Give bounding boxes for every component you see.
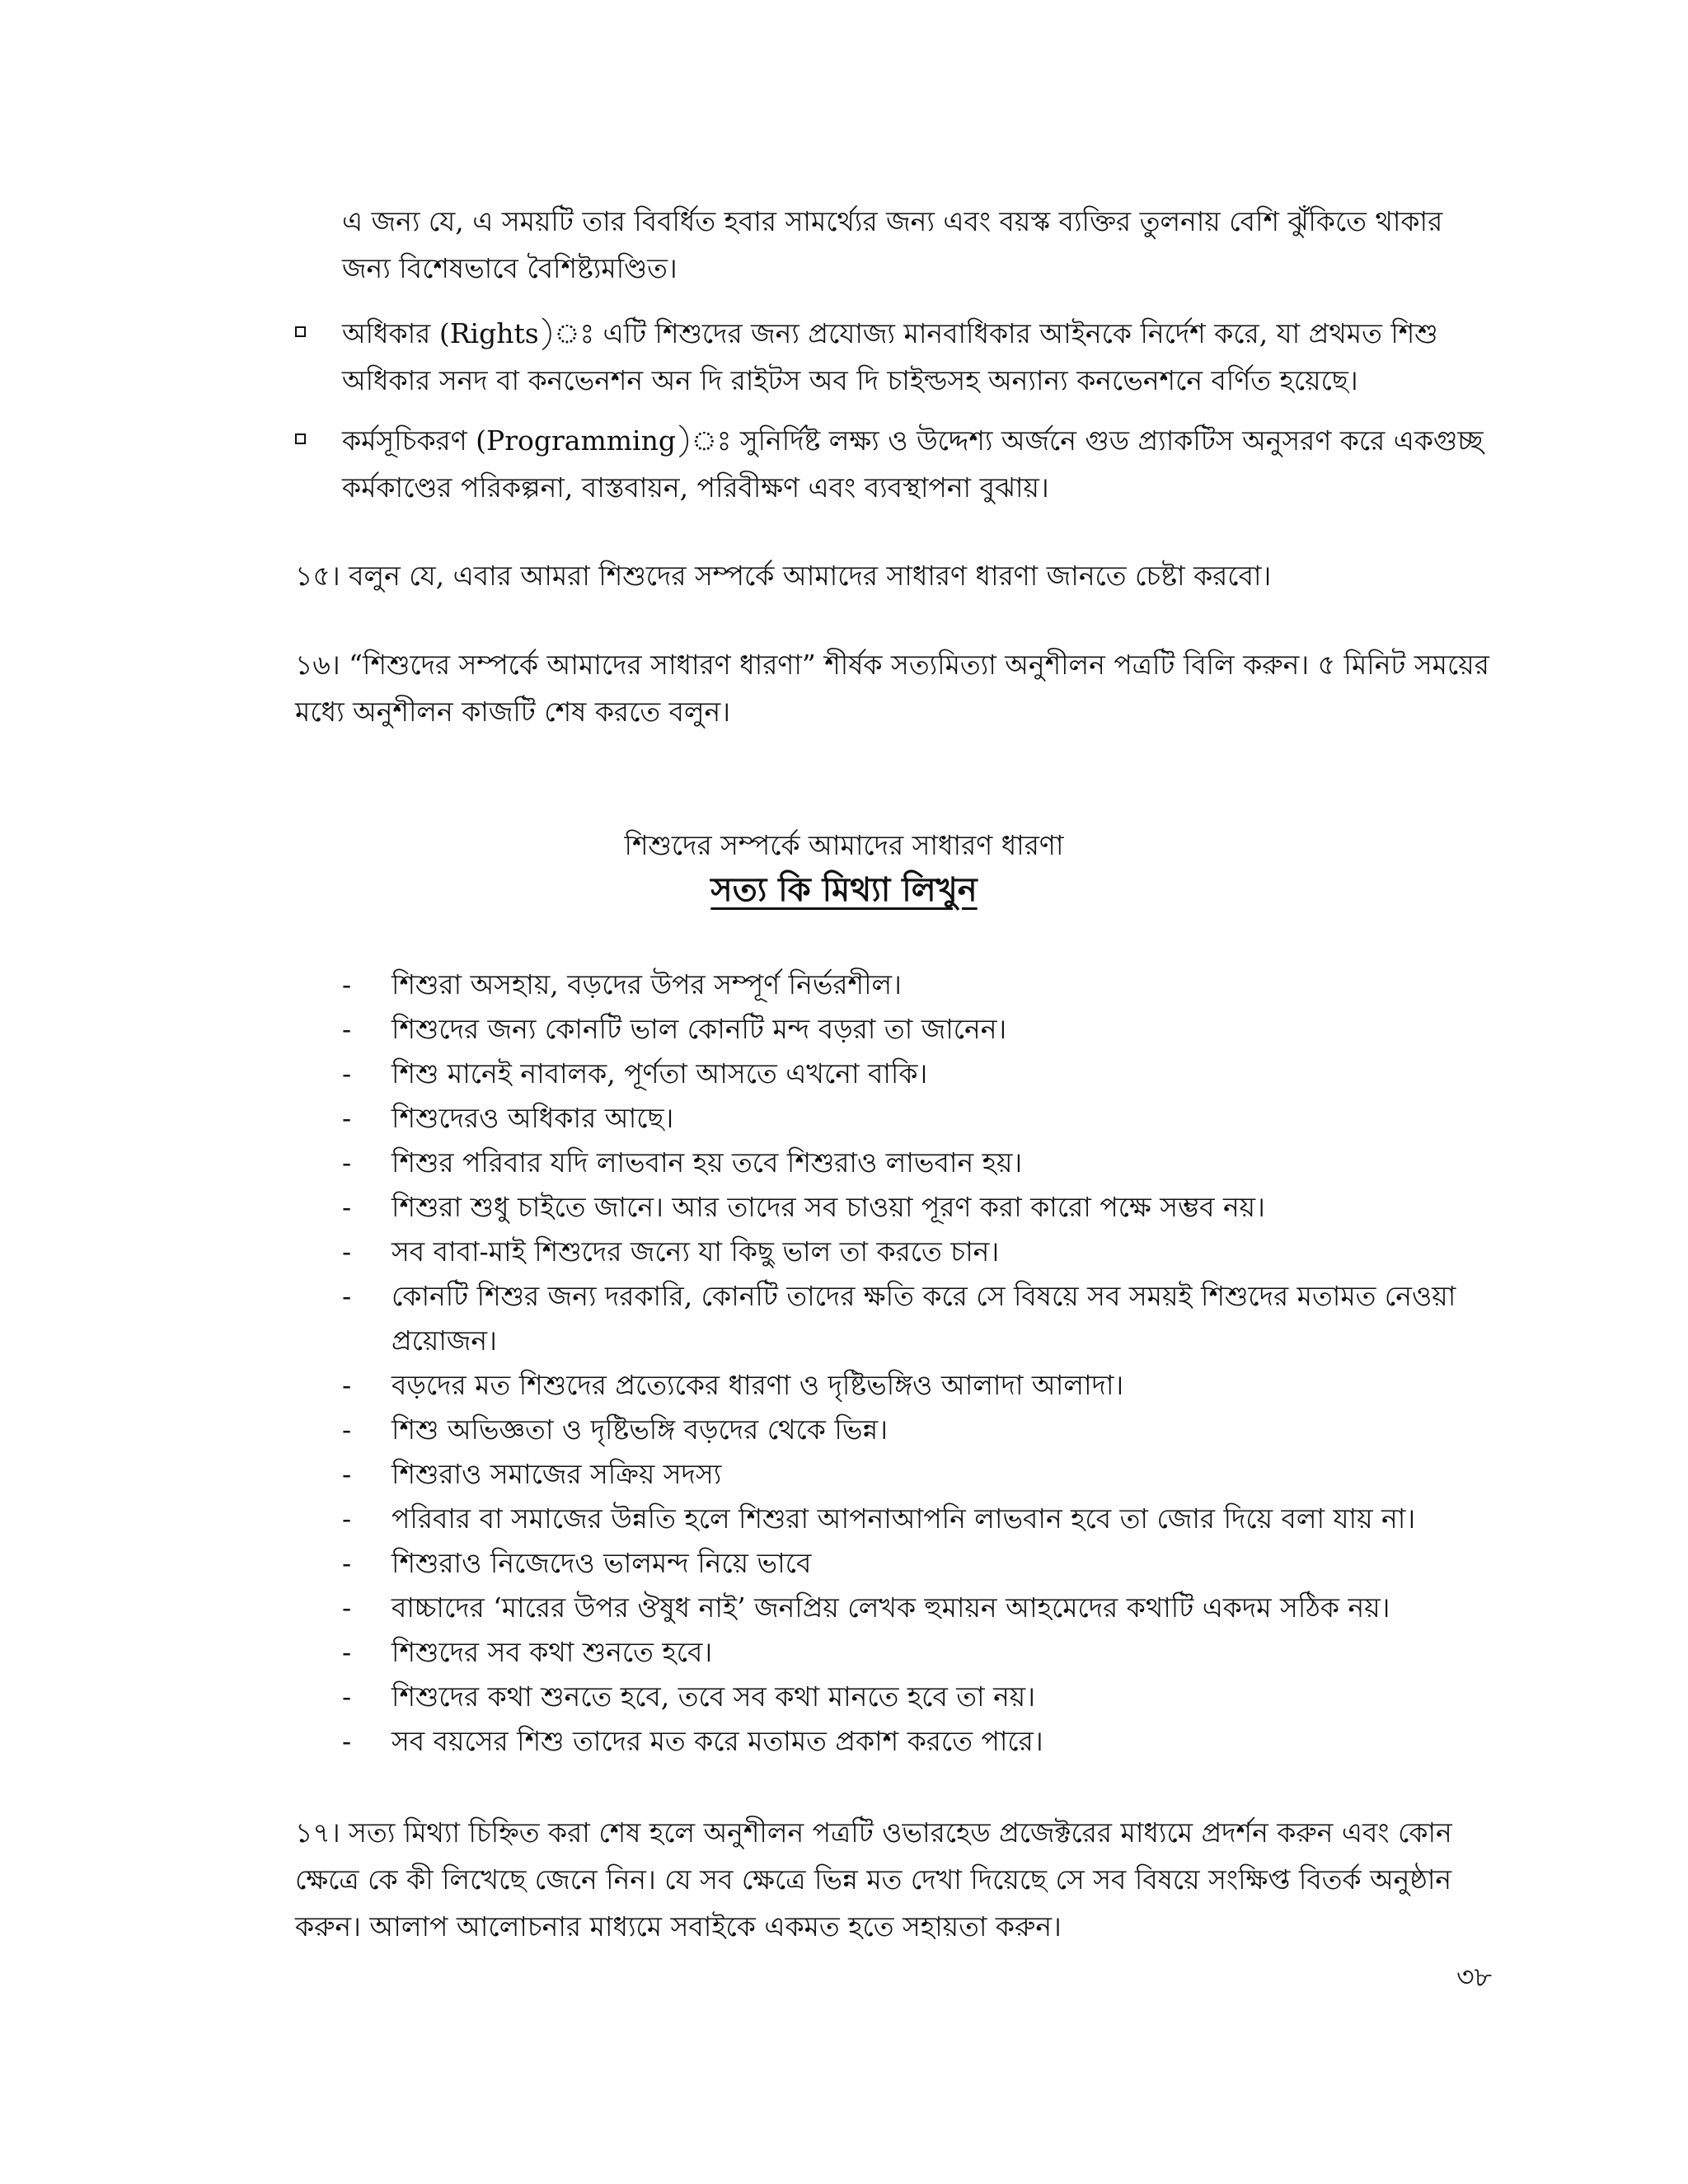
statement-text: শিশুরা শুধু চাইতে জানে। আর তাদের সব চাওয়া পূরণ করা কারো পক্ষে সম্ভব নয়। [392, 1191, 1265, 1223]
dash-bullet: - [342, 1102, 352, 1134]
list-item [342, 1675, 1512, 1719]
statement-text: শিশুরা অসহায়, বড়দের উপর সম্পূর্ণ নির্ভরশীল। [392, 968, 902, 1001]
square-bullet-icon [295, 434, 306, 444]
dash-bullet: - [342, 1235, 352, 1268]
list-item [342, 1497, 1512, 1541]
dash-bullet: - [342, 1146, 352, 1179]
statement-text: শিশুদের জন্য কোনটি ভাল কোনটি মন্দ বড়রা তা জানেন। [392, 1013, 1007, 1045]
list-item [342, 1363, 1512, 1408]
definition-text: কর্মসূচিকরণ (Programming)ঃ সুনির্দিষ্ট লক্ষ্য ও উদ্দেশ্য অর্জনে গুড প্র্যাকটিস অনুসরণ করে একগুচ্ছ কর্মকাণ্ডের পরিকল্পনা, বাস্তবায়ন, পরিবীক্ষণ এবং ব্যবস্থাপনা বুঝায়। [342, 424, 1484, 504]
list-item [342, 1230, 1512, 1274]
definition-text: অধিকার (Rights)ঃ এটি শিশুদের জন্য প্রযোজ্য মানবাধিকার আইনকে নির্দেশ করে, যা প্রথমত শিশু অধিকার সনদ বা কনভেনশন অন দি রাইটস অব দি চাইল্ডসহ অন্যান্য কনভেনশনে বর্ণিত হয়েছে। [342, 317, 1438, 396]
list-item [342, 1586, 1512, 1630]
dash-bullet: - [342, 1680, 352, 1713]
dash-bullet: - [342, 1191, 352, 1223]
statement-text: সব বাবা-মাই শিশুদের জন্যে যা কিছু ভাল তা করতে চান। [392, 1235, 1000, 1268]
dash-bullet: - [342, 1280, 352, 1312]
statement-text: শিশুদের সব কথা শুনতে হবে। [392, 1636, 713, 1668]
statement-text: কোনটি শিশুর জন্য দরকারি, কোনটি তাদের ক্ষতি করে সে বিষয়ে সব সময়ই শিশুদের মতামত নেওয়া প্রয়োজন। [392, 1280, 1456, 1357]
dash-bullet: - [342, 1591, 352, 1624]
statement-text: শিশুরাও নিজেদেও ভালমন্দ নিয়ে ভাবে [392, 1547, 812, 1579]
worksheet-title: শিশুদের সম্পর্কে আমাদের সাধারণ ধারণা [624, 829, 1064, 861]
statement-list [342, 963, 1512, 1764]
dash-bullet: - [342, 1547, 352, 1579]
statement-text: শিশু অভিজ্ঞতা ও দৃষ্টিভঙ্গি বড়দের থেকে ভিন্ন। [392, 1413, 889, 1446]
dash-bullet: - [342, 968, 352, 1001]
worksheet-heading [0, 867, 1688, 913]
dash-bullet: - [342, 1413, 352, 1446]
square-bullet-icon [295, 326, 306, 337]
step-16-paragraph: ১৬। “শিশুদের সম্পর্কে আমাদের সাধারণ ধারণা” শীর্ষক সত্যমিত্যা অনুশীলন পত্রটি বিলি করুন। ৫ মিনিট সময়ের মধ্যে অনুশীলন কাজটি শেষ করতে বলুন। [295, 649, 1489, 728]
list-item [342, 1541, 1512, 1586]
dash-bullet: - [342, 1502, 352, 1535]
list-item [342, 1630, 1512, 1675]
statement-text: শিশুদের কথা শুনতে হবে, তবে সব কথা মানতে হবে তা নয়। [392, 1680, 1036, 1713]
list-item [342, 1408, 1512, 1452]
list-item [342, 1185, 1512, 1230]
statement-text: সব বয়সের শিশু তাদের মত করে মতামত প্রকাশ করতে পারে। [392, 1725, 1043, 1757]
list-item [342, 1096, 1512, 1141]
list-item [342, 1141, 1512, 1185]
statement-text: শিশু মানেই নাবালক, পূর্ণতা আসতে এখনো বাকি। [392, 1057, 928, 1090]
statement-text: শিশুদেরও অধিকার আছে। [392, 1102, 674, 1134]
list-item [342, 1052, 1512, 1096]
list-item [342, 963, 1512, 1007]
step-15-paragraph: ১৫। বলুন যে, এবার আমরা শিশুদের সম্পর্কে আমাদের সাধারণ ধারণা জানতে চেষ্টা করবো। [295, 560, 1272, 592]
dash-bullet: - [342, 1458, 352, 1490]
statement-text: বড়দের মত শিশুদের প্রত্যেকের ধারণা ও দৃষ্টিভঙ্গিও আলাদা আলাদা। [392, 1369, 1124, 1401]
intro-continuation-paragraph: এ জন্য যে, এ সময়টি তার বিবর্ধিত হবার সামর্থ্যের জন্য এবং বয়স্ক ব্যক্তির তুলনায় বেশি ঝুঁকিতে থাকার জন্য বিশেষভাবে বৈশিষ্ট্যমণ্ডিত। [342, 205, 1443, 284]
dash-bullet: - [342, 1725, 352, 1757]
worksheet-heading-text: সত্য কি মিথ্যা লিখুন [710, 870, 978, 909]
statement-text: শিশুরাও সমাজের সক্রিয় সদস্য [392, 1458, 722, 1490]
dash-bullet: - [342, 1057, 352, 1090]
step-17-paragraph: ১৭। সত্য মিথ্যা চিহ্নিত করা শেষ হলে অনুশীলন পত্রটি ওভারহেড প্রজেক্টরের মাধ্যমে প্রদর্শন করুন এবং কোন ক্ষেত্রে কে কী লিখেছে জেনে নিন। যে সব ক্ষেত্রে ভিন্ন মত দেখা দিয়েছে সে সব বিষয়ে সংক্ষিপ্ত বিতর্ক অনুষ্ঠান করুন। আলাপ আলোচনার মাধ্যমে সবাইকে একমত হতে সহায়তা করুন। [295, 1816, 1452, 1943]
page-number: ৩৮ [1456, 1961, 1492, 1993]
list-item [342, 1719, 1512, 1764]
list-item [342, 1452, 1512, 1497]
statement-text: পরিবার বা সমাজের উন্নতি হলে শিশুরা আপনাআপনি লাভবান হবে তা জোর দিয়ে বলা যায় না। [392, 1502, 1416, 1535]
dash-bullet: - [342, 1369, 352, 1401]
dash-bullet: - [342, 1636, 352, 1668]
list-item [342, 1007, 1512, 1052]
list-item [342, 1274, 1512, 1363]
statement-text: শিশুর পরিবার যদি লাভবান হয় তবে শিশুরাও লাভবান হয়। [392, 1146, 1023, 1179]
dash-bullet: - [342, 1013, 352, 1045]
statement-text: বাচ্চাদের ‘মারের উপর ঔষুধ নাই’ জনপ্রিয় লেখক হুমায়ন আহমেদের কথাটি একদম সঠিক নয়। [392, 1591, 1390, 1624]
